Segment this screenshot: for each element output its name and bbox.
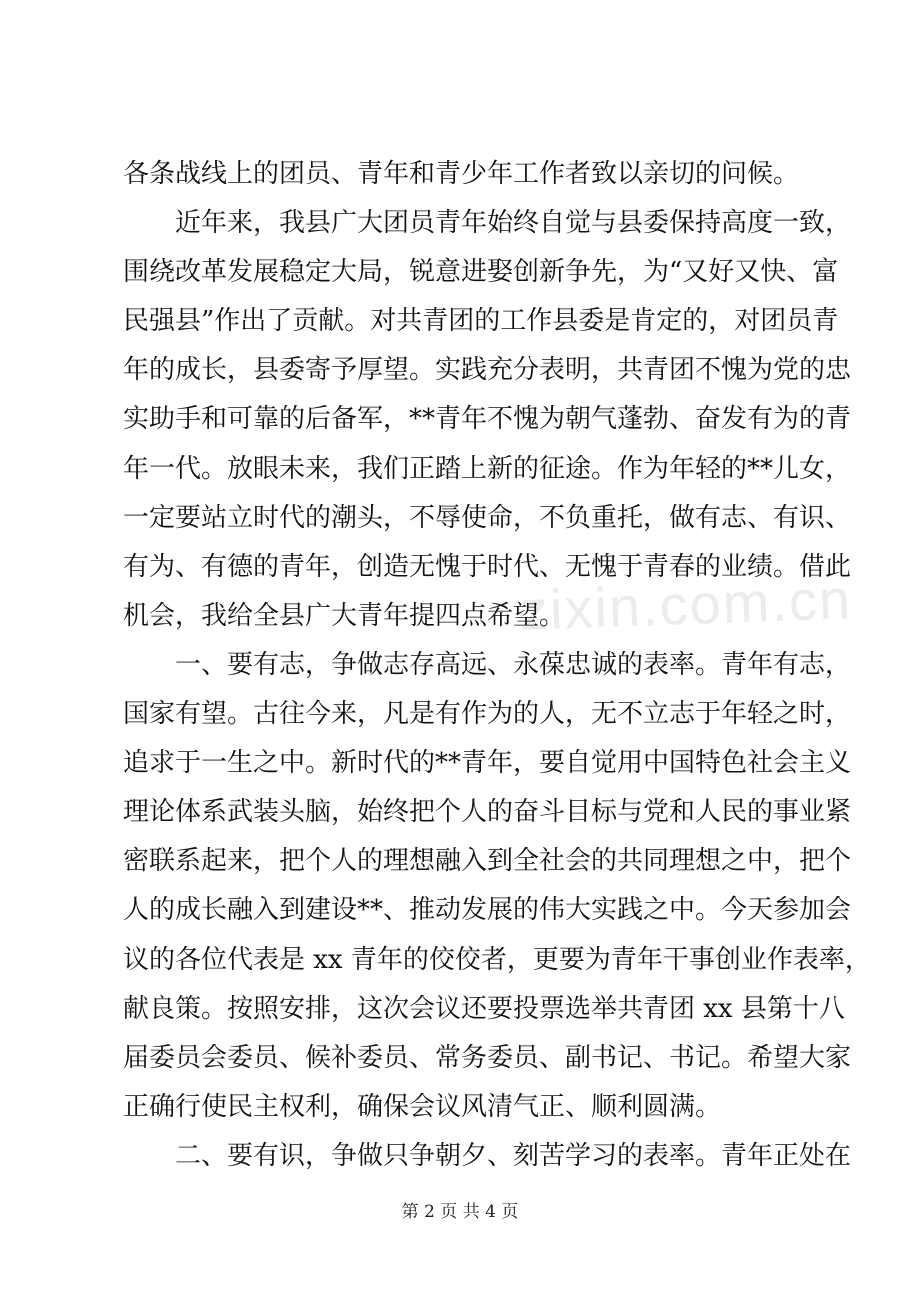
text-line: 二、要有识，争做只争朝夕、刻苦学习的表率。青年正处在 bbox=[123, 1140, 852, 1171]
text-line: 年一代。放眼未来，我们正踏上新的征途。作为年轻的**儿女， bbox=[123, 453, 852, 484]
page-footer: 第 2 页 共 4 页 bbox=[401, 1202, 519, 1222]
text-line: 届委员会委员、候补委员、常务委员、副书记、书记。希望大家 bbox=[123, 1042, 852, 1073]
body-text bbox=[123, 150, 871, 1181]
text-line: 近年来，我县广大团员青年始终自觉与县委保持高度一致， bbox=[123, 208, 852, 239]
text-line: 民强县”作出了贡献。对共青团的工作县委是肯定的，对团员青 bbox=[123, 306, 839, 337]
text-line: 追求于一生之中。新时代的**青年，要自觉用中国特色社会主义 bbox=[123, 748, 852, 779]
text-line: 机会，我给全县广大青年提四点希望。 bbox=[123, 600, 566, 631]
text-line: 人的成长融入到建设**、推动发展的伟大实践之中。今天参加会 bbox=[123, 895, 852, 926]
text-line: 理论体系武装头脑，始终把个人的奋斗目标与党和人民的事业紧 bbox=[123, 797, 852, 828]
text-line: 有为、有德的青年，创造无愧于时代、无愧于青春的业绩。借此 bbox=[123, 551, 852, 582]
text-line: 实助手和可靠的后备军，**青年不愧为朝气蓬勃、奋发有为的青 bbox=[123, 404, 852, 435]
text-line: 议的各位代表是 xx 青年的佼佼者，更要为青年干事创业作表率， bbox=[123, 944, 871, 975]
text-line: 正确行使民主权利，确保会议风清气正、顺利圆满。 bbox=[123, 1091, 722, 1122]
text-line: 一、要有志，争做志存高远、永葆忠诚的表率。青年有志， bbox=[123, 649, 852, 680]
text-line: 各条战线上的团员、青年和青少年工作者致以亲切的问候。 bbox=[123, 159, 800, 189]
text-line: 一定要站立时代的潮头，不辱使命，不负重托，做有志、有识、 bbox=[123, 502, 852, 533]
text-line: 年的成长，县委寄予厚望。实践充分表明，共青团不愧为党的忠 bbox=[123, 355, 852, 386]
text-line: 国家有望。古往今来，凡是有作为的人，无不立志于年轻之时， bbox=[123, 699, 852, 730]
text-line: 密联系起来，把个人的理想融入到全社会的共同理想之中，把个 bbox=[123, 846, 852, 877]
watermark: zixin.com.cn bbox=[519, 567, 854, 642]
text-line: 献良策。按照安排，这次会议还要投票选举共青团 xx 县第十八 bbox=[123, 993, 845, 1024]
text-line: 围绕改革发展稳定大局，锐意进娶创新争先，为“又好又快、富 bbox=[123, 257, 839, 288]
